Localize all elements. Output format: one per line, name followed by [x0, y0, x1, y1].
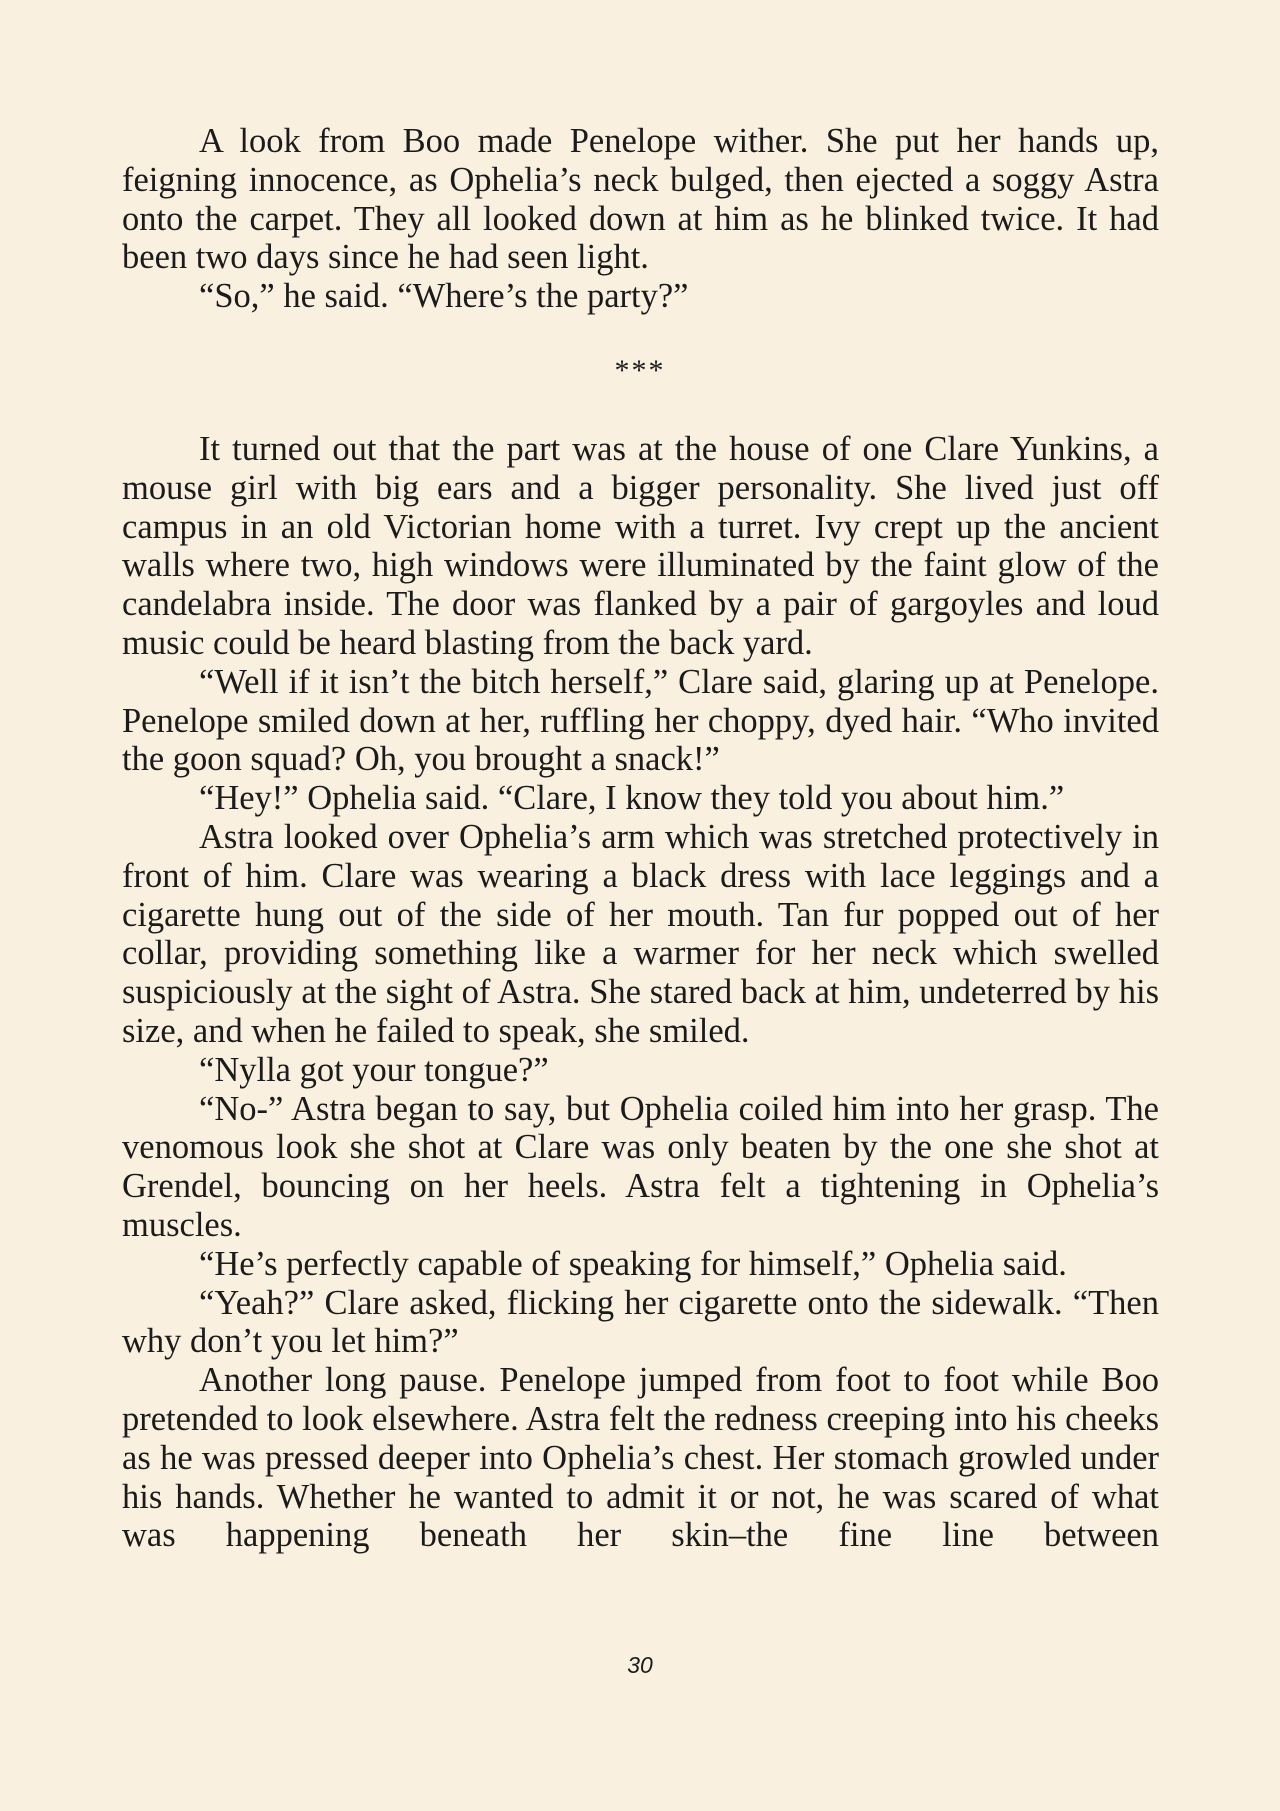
- paragraph: “Yeah?” Clare asked, flicking her cigarette onto the sidewalk. “Then why don’t you let him?”: [122, 1283, 1159, 1361]
- page-number: 30: [627, 1652, 653, 1678]
- paragraph: “Nylla got your tongue?”: [199, 1050, 549, 1089]
- scene-break: ***: [614, 354, 666, 387]
- paragraph: “Well if it isn’t the bitch herself,” Clare said, glaring up at Penelope. Penelope smiled down at her, ruffling her choppy, dyed hair. “Who invited the goon squad? Oh, you brought a snack!”: [122, 662, 1159, 779]
- paragraph: “So,” he said. “Where’s the party?”: [199, 277, 689, 316]
- paragraph: Another long pause. Penelope jumped from foot to foot while Boo pretended to look elsewhere. Astra felt the redness creeping into his cheeks as he was pressed deeper into Ophelia’s chest. Her stomach growled under his hands. Whether he wanted to admit it or not, he was scared of what was happening beneath her skin–the fine line between: [122, 1361, 1159, 1555]
- section-one-text: [122, 122, 1159, 316]
- paragraph: “No-” Astra began to say, but Ophelia coiled him into her grasp. The venomous look she shot at Clare was only beaten by the one she shot at Grendel, bouncing on her heels. Astra felt a tightening in Ophelia’s muscles.: [122, 1089, 1159, 1244]
- paragraph: “He’s perfectly capable of speaking for himself,” Ophelia said.: [199, 1244, 1067, 1283]
- paragraph: Astra looked over Ophelia’s arm which was stretched protectively in front of him. Clare was wearing a black dress with lace leggings and a cigarette hung out of the side of her mouth. Tan fur popped out of her collar, providing something like a warmer for her neck which swelled suspiciously at the sight of Astra. She stared back at him, undeterred by his size, and when he failed to speak, she smiled.: [122, 817, 1159, 1050]
- section-two-text: [122, 430, 1159, 1555]
- paragraph: “Hey!” Ophelia said. “Clare, I know they told you about him.”: [199, 779, 1065, 818]
- paragraph: It turned out that the part was at the house of one Clare Yunkins, a mouse girl with big ears and a bigger personality. She lived just off campus in an old Victorian home with a turret. Ivy crept up the ancient walls where two, high windows were illuminated by the faint glow of the candelabra inside. The door was flanked by a pair of gargoyles and loud music could be heard blasting from the back yard.: [122, 430, 1159, 662]
- paragraph: A look from Boo made Penelope wither. She put her hands up, feigning innocence, as Ophelia’s neck bulged, then ejected a soggy Astra onto the carpet. They all looked down at him as he blinked twice. It had been two days since he had seen light.: [122, 122, 1159, 277]
